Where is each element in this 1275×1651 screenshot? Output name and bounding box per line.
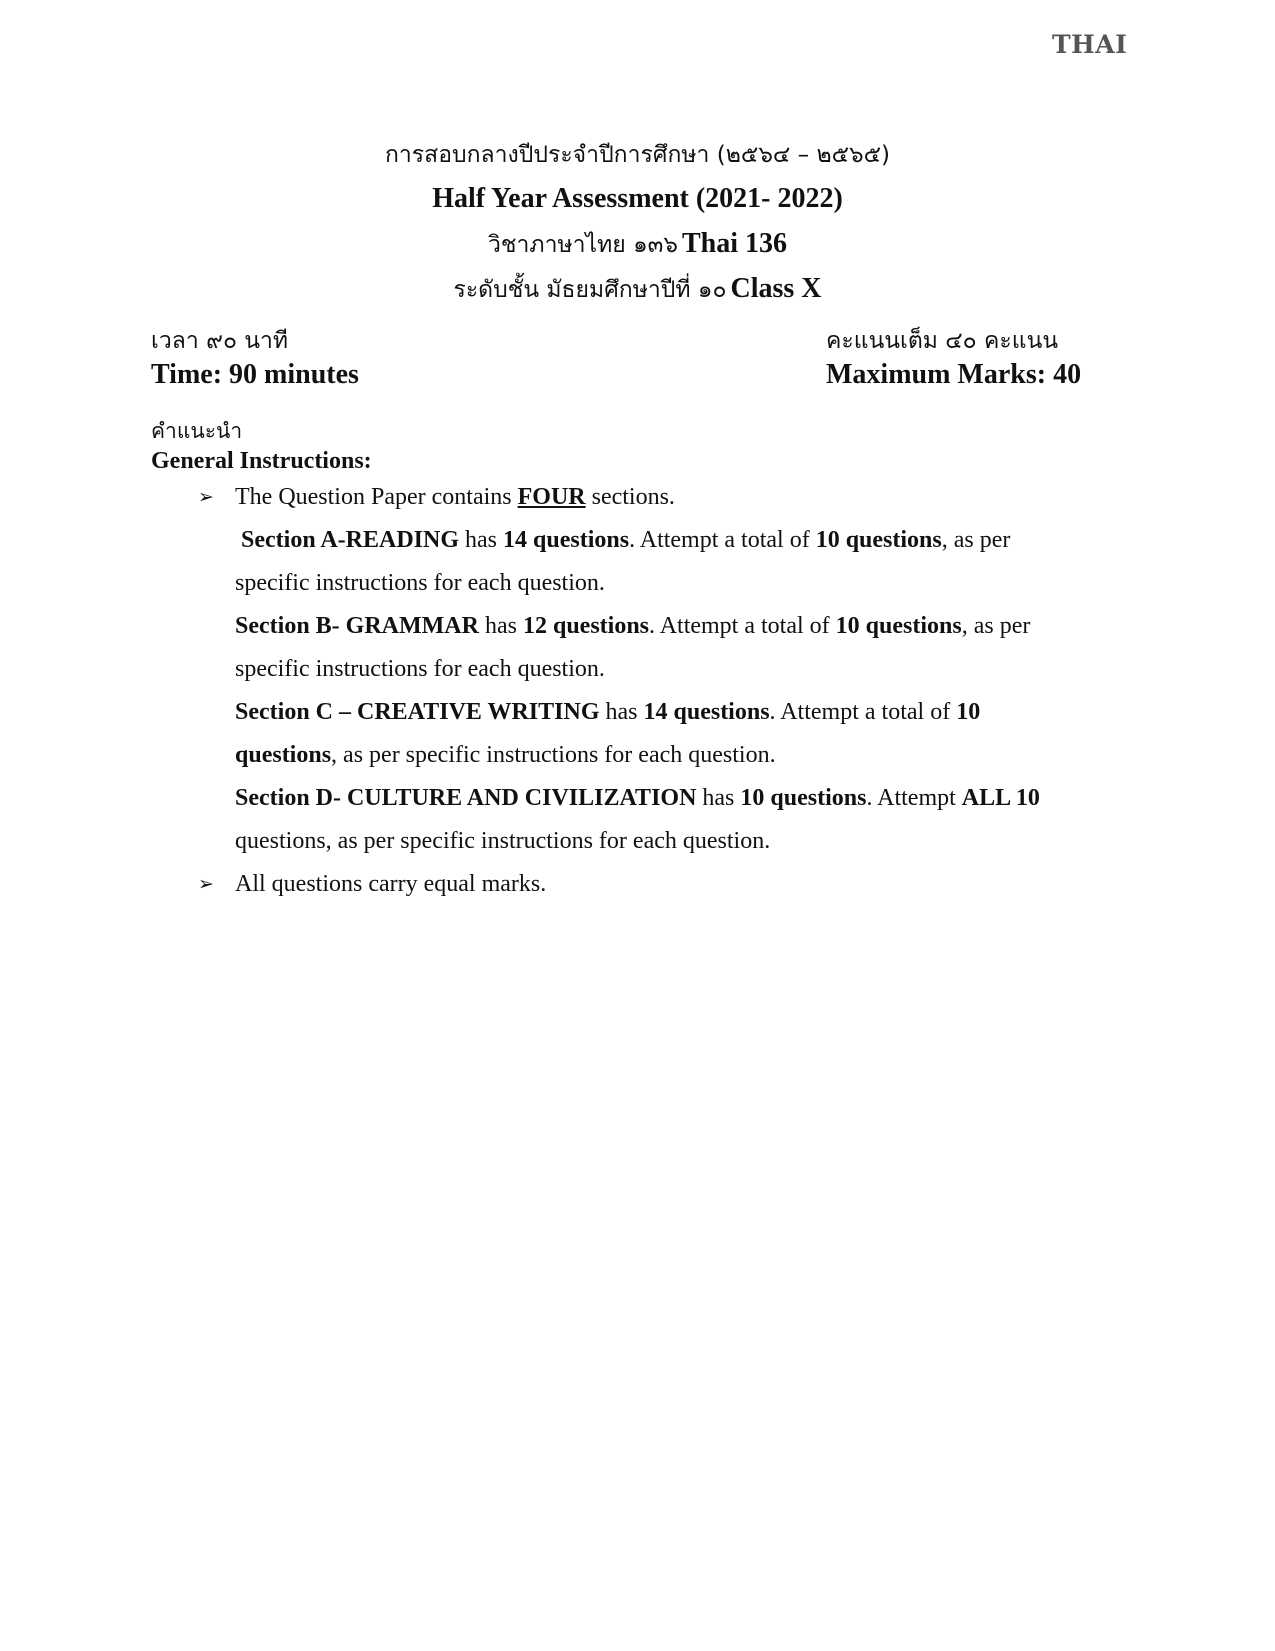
section-b-tail: , as per [961,613,1031,639]
section-b-has: has [478,613,523,639]
section-a-tail: , as per [941,527,1011,553]
marks-info [826,324,1081,392]
time-info [151,324,359,392]
intro-suffix: sections. [585,484,675,510]
arrow-bullet-icon: ➢ [198,873,214,895]
section-a-attempt: 10 questions [815,527,942,553]
arrow-bullet-icon: ➢ [198,486,214,508]
section-c-tail: , as per specific instructions for each question. [331,742,776,768]
instructions-heading: General Instructions: [151,448,372,474]
intro-prefix: The Question Paper contains [235,484,518,510]
section-c-line-1 [235,691,1151,734]
section-a-description [151,519,1151,605]
section-d-line-1 [235,777,1151,820]
time-thai: เวลา ๙๐ นาที [151,328,289,354]
class-line [0,268,1275,313]
thai-exam-title-text: การสอบกลางปีประจำปีการศึกษา (๒๕๖๔ – ๒๕๖๕) [384,142,891,168]
section-d-has: has [696,785,741,811]
class-thai: ระดับชั้น มัธยมศึกษาปีที่ ๑๐ [453,277,727,303]
section-b-description [151,605,1151,691]
section-c-description [151,691,1151,777]
english-exam-title [0,178,1275,223]
section-a-mid: . Attempt a total of [629,527,816,553]
section-d-mid: . Attempt [866,785,962,811]
instruction-item-equal-marks [151,863,1151,906]
section-d-count: 10 questions [740,785,867,811]
section-b-line-1 [235,605,1151,648]
time-en: Time: 90 minutes [151,359,359,390]
subject-thai: วิชาภาษาไทย ๑๓๖ [487,232,678,258]
class-en: Class X [730,273,822,304]
marks-thai: คะแนนเต็ม ๔๐ คะแนน [826,328,1059,354]
thai-exam-title [0,135,1275,178]
section-d-description [151,777,1151,863]
general-instructions [151,416,1151,906]
section-c-has: has [599,699,644,725]
subject-tag: THAI [1052,30,1128,59]
section-b-line-2: specific instructions for each question. [235,656,605,682]
section-c-mid: . Attempt a total of [769,699,957,725]
section-c-name: Section C – CREATIVE WRITING [235,699,600,725]
section-b-name: Section B- GRAMMAR [235,613,479,639]
section-c-attempt-number: 10 [956,699,981,725]
english-exam-title-text: Half Year Assessment (2021- 2022) [432,183,843,214]
section-a-count: 14 questions [503,527,630,553]
intro-emphasis: FOUR [517,484,586,510]
marks-en: Maximum Marks: 40 [826,359,1082,390]
section-b-count: 12 questions [522,613,650,639]
section-d-line-2: questions, as per specific instructions for each question. [235,828,771,854]
instructions-heading-thai: คำแนะนำ [151,419,243,443]
section-a-name: Section A-READING [241,527,460,553]
subject-en: Thai 136 [682,228,788,259]
subject-line [0,223,1275,268]
section-c-count: 14 questions [643,699,770,725]
instruction-item-sections [151,476,1151,519]
section-a-line-2: specific instructions for each question. [235,570,605,596]
section-d-name: Section D- CULTURE AND CIVILIZATION [235,785,697,811]
section-d-attempt: ALL 10 [961,785,1040,811]
equal-marks-text: All questions carry equal marks. [235,871,547,897]
section-c-line-2 [235,734,1151,777]
section-b-attempt: 10 questions [835,613,962,639]
section-a-has: has [459,527,504,553]
section-a-line-1 [235,519,1151,562]
section-b-mid: . Attempt a total of [649,613,836,639]
exam-header [0,135,1275,313]
section-c-attempt-word: questions [235,742,332,768]
